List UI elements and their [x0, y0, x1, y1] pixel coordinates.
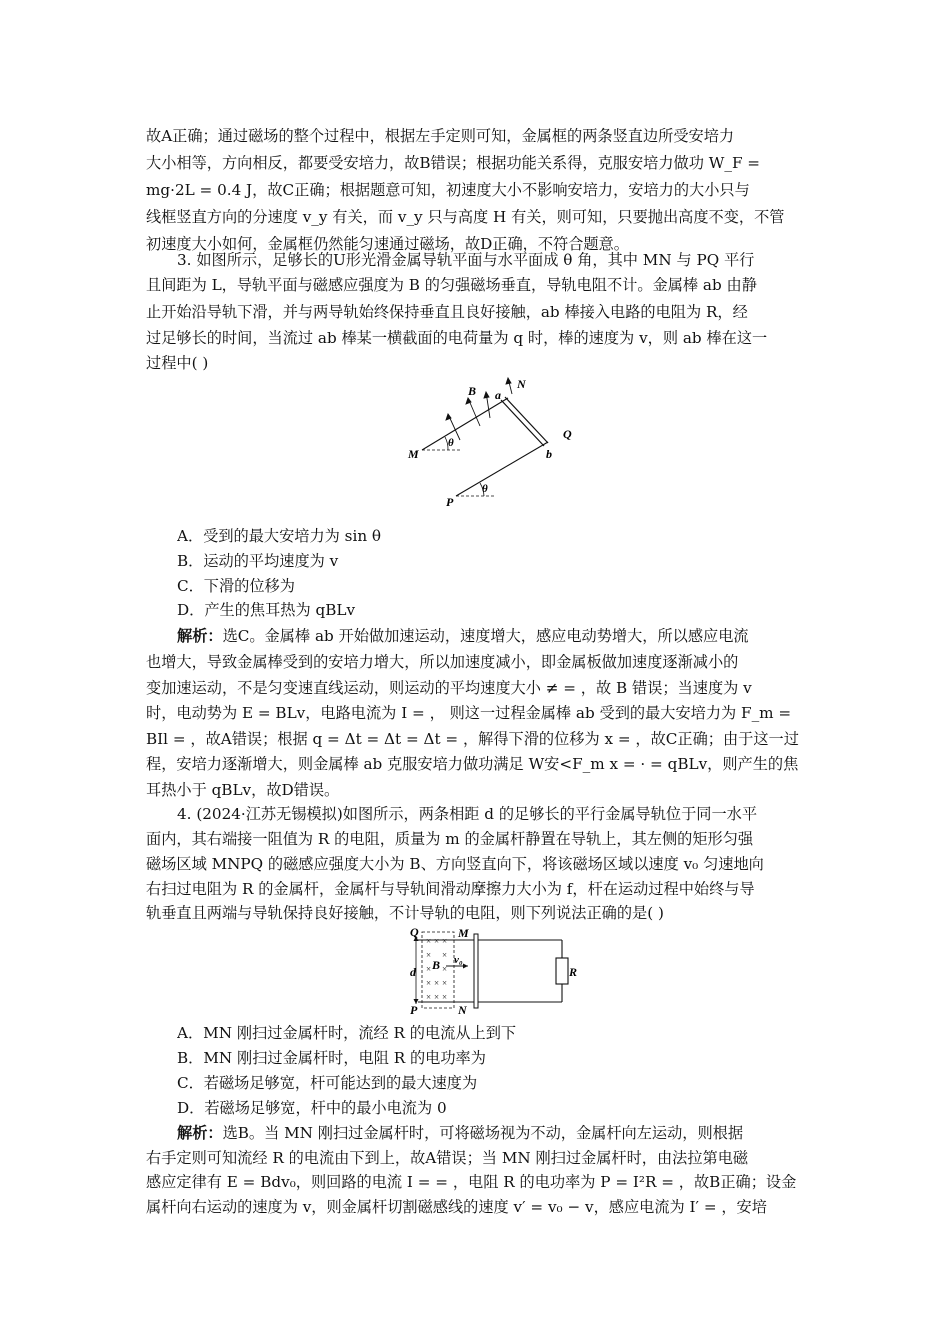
- q3-line-2: 且间距为 L，导轨平面与磁感应强度为 B 的匀强磁场垂直，导轨电阻不计。金属棒 ab 由静: [146, 276, 757, 294]
- q3-option-a: A．受到的最大安培力为 sin θ: [177, 527, 382, 545]
- svg-text:×: ×: [442, 978, 448, 988]
- label-N: N: [458, 1003, 467, 1017]
- label-b: b: [546, 447, 552, 461]
- q3-analysis-line-1: [177, 624, 841, 648]
- prev-line-5: 初速度大小如何，金属框仍然能匀速通过磁场，故D正确，不符合题意。: [146, 235, 629, 253]
- label-R: R: [569, 965, 578, 979]
- metal-rod: [474, 934, 478, 1008]
- q3-analysis-line-2: 也增大，导致金属棒受到的安培力增大，所以加速度减小，即金属板做加速度逐渐减小的: [146, 653, 739, 671]
- svg-text:×: ×: [442, 992, 448, 1002]
- q4-line-4: 右扫过电阻为 R 的金属杆，金属杆与导轨间滑动摩擦力大小为 f，杆在运动过程中始终与导: [146, 880, 755, 898]
- q4-option-b: B．MN 刚扫过金属杆时，电阻 R 的电功率为: [177, 1049, 486, 1067]
- label-theta-2: θ: [482, 483, 488, 495]
- q3-analysis-line-4: 时，电动势为 E = BLv，电路电流为 I = ， 则这一过程金属棒 ab 受到的最大安培力为 F_m =: [146, 704, 792, 722]
- q3-option-b: B．运动的平均速度为 v: [177, 552, 339, 570]
- q3-figure-inclined-rails: [400, 374, 590, 514]
- label-M: M: [408, 447, 419, 461]
- q4-figure-sweeping-field: [402, 922, 588, 1018]
- q4-analysis-text-1: 选B。当 MN 刚扫过金属杆时，可将磁场视为不动，金属杆向左运动，则根据: [222, 1124, 744, 1142]
- svg-text:×: ×: [426, 992, 432, 1002]
- prev-line-4: 线框竖直方向的分速度 v_y 有关，而 v_y 只与高度 H 有关，则可知，只要抛出高度不变，不管: [146, 208, 785, 226]
- q4-analysis-line-4: 属杆向右运动的速度为 v，则金属杆切割磁感线的速度 v′ = v₀ − v，感应电流为 I′ = ，安培: [146, 1198, 767, 1216]
- q3-analysis-label: 解析：: [177, 627, 223, 645]
- svg-text:×: ×: [434, 992, 440, 1002]
- q4-line-3: 磁场区域 MNPQ 的磁感应强度大小为 B、方向竖直向下，将该磁场区域以速度 v₀ 匀速地向: [146, 855, 764, 873]
- q4-analysis-line-3: 感应定律有 E = Bdv₀，则回路的电流 I = = ，电阻 R 的电功率为 P = I²R = ，故B正确；设金: [146, 1173, 797, 1191]
- prev-line-1: 故A正确；通过磁场的整个过程中，根据左手定则可知，金属框的两条竖直边所受安培力: [146, 127, 735, 145]
- label-theta-1: θ: [448, 437, 454, 449]
- q3-line-5: 过程中( ): [146, 354, 209, 372]
- q4-line-2: 面内，其右端接一阻值为 R 的电阻，质量为 m 的金属杆静置在导轨上，其左侧的矩形匀强: [146, 830, 754, 848]
- q3-line-1: 3. 如图所示，足够长的U形光滑金属导轨平面与水平面成 θ 角，其中 MN 与 PQ 平行: [177, 251, 755, 269]
- q3-option-c: C．下滑的位移为: [177, 577, 295, 595]
- label-M: M: [458, 926, 469, 940]
- label-N: N: [517, 377, 526, 391]
- q4-line-5: 轨垂直且两端与导轨保持良好接触，不计导轨的电阻，则下列说法正确的是( ): [146, 904, 664, 922]
- label-B: B: [432, 958, 441, 972]
- q4-option-a: A．MN 刚扫过金属杆时，流经 R 的电流从上到下: [177, 1024, 517, 1042]
- label-Q: Q: [563, 427, 572, 441]
- q4-option-d: D．若磁场足够宽，杆中的最小电流为 0: [177, 1099, 447, 1117]
- q4-option-c: C．若磁场足够宽，杆可能达到的最大速度为: [177, 1074, 478, 1092]
- resistor-R: [556, 958, 568, 984]
- label-P: P: [446, 495, 454, 509]
- q3-analysis-line-3: 变加速运动，不是匀变速直线运动，则运动的平均速度大小 ≠ = ，故 B 错误；当速度为 v: [146, 679, 752, 697]
- svg-text:×: ×: [426, 936, 432, 946]
- label-Q: Q: [410, 925, 419, 939]
- q3-analysis-line-6: 程，安培力逐渐增大，则金属棒 ab 克服安培力做功满足 W安<F_m x = · = qBLv，则产生的焦: [146, 755, 799, 773]
- svg-text:×: ×: [426, 978, 432, 988]
- rod-ab: [501, 400, 544, 446]
- label-a: a: [495, 388, 501, 402]
- q4-analysis-label: 解析：: [177, 1124, 223, 1142]
- svg-text:×: ×: [434, 936, 440, 946]
- svg-text:×: ×: [442, 950, 448, 960]
- q3-analysis-text-1: 选C。金属棒 ab 开始做加速运动，速度增大，感应电动势增大，所以感应电流: [222, 627, 749, 645]
- rail-mn: [422, 398, 508, 450]
- label-d: d: [410, 965, 416, 979]
- q3-analysis-line-5: BIl = ，故A错误；根据 q = Δt = Δt = Δt = ，解得下滑的位移为 x = ，故C正确；由于这一过: [146, 730, 799, 748]
- q4-line-1: 4. (2024·江苏无锡模拟)如图所示，两条相距 d 的足够长的平行金属导轨位于同一水平: [177, 805, 758, 823]
- svg-text:×: ×: [426, 964, 432, 974]
- q4-analysis-line-2: 右手定则可知流经 R 的电流由下到上，故A错误；当 MN 刚扫过金属杆时，由法拉第电磁: [146, 1149, 749, 1167]
- label-B: B: [468, 384, 477, 398]
- field-arrows: [446, 378, 512, 440]
- q3-option-d: D．产生的焦耳热为 qBLv: [177, 601, 356, 619]
- q3-line-3: 止开始沿导轨下滑，并与两导轨始终保持垂直且良好接触，ab 棒接入电路的电阻为 R，经: [146, 303, 748, 321]
- q3-line-4: 过足够长的时间，当流过 ab 棒某一横截面的电荷量为 q 时，棒的速度为 v，则 ab 棒在这一: [146, 329, 768, 347]
- q3-analysis-line-7: 耳热小于 qBLv，故D错误。: [146, 781, 340, 799]
- svg-text:×: ×: [442, 936, 448, 946]
- label-P: P: [410, 1003, 418, 1017]
- label-v0: v₀: [454, 954, 463, 966]
- q4-analysis-line-1: [177, 1121, 841, 1145]
- svg-text:×: ×: [426, 950, 432, 960]
- svg-text:×: ×: [434, 978, 440, 988]
- prev-line-3: mg·2L = 0.4 J，故C正确；根据题意可知，初速度大小不影响安培力，安培力的大小只与: [146, 181, 750, 199]
- prev-line-2: 大小相等，方向相反，都要受安培力，故B错误；根据功能关系得，克服安培力做功 W_F =: [146, 154, 761, 172]
- svg-text:×: ×: [442, 964, 448, 974]
- rail-pq: [456, 442, 548, 496]
